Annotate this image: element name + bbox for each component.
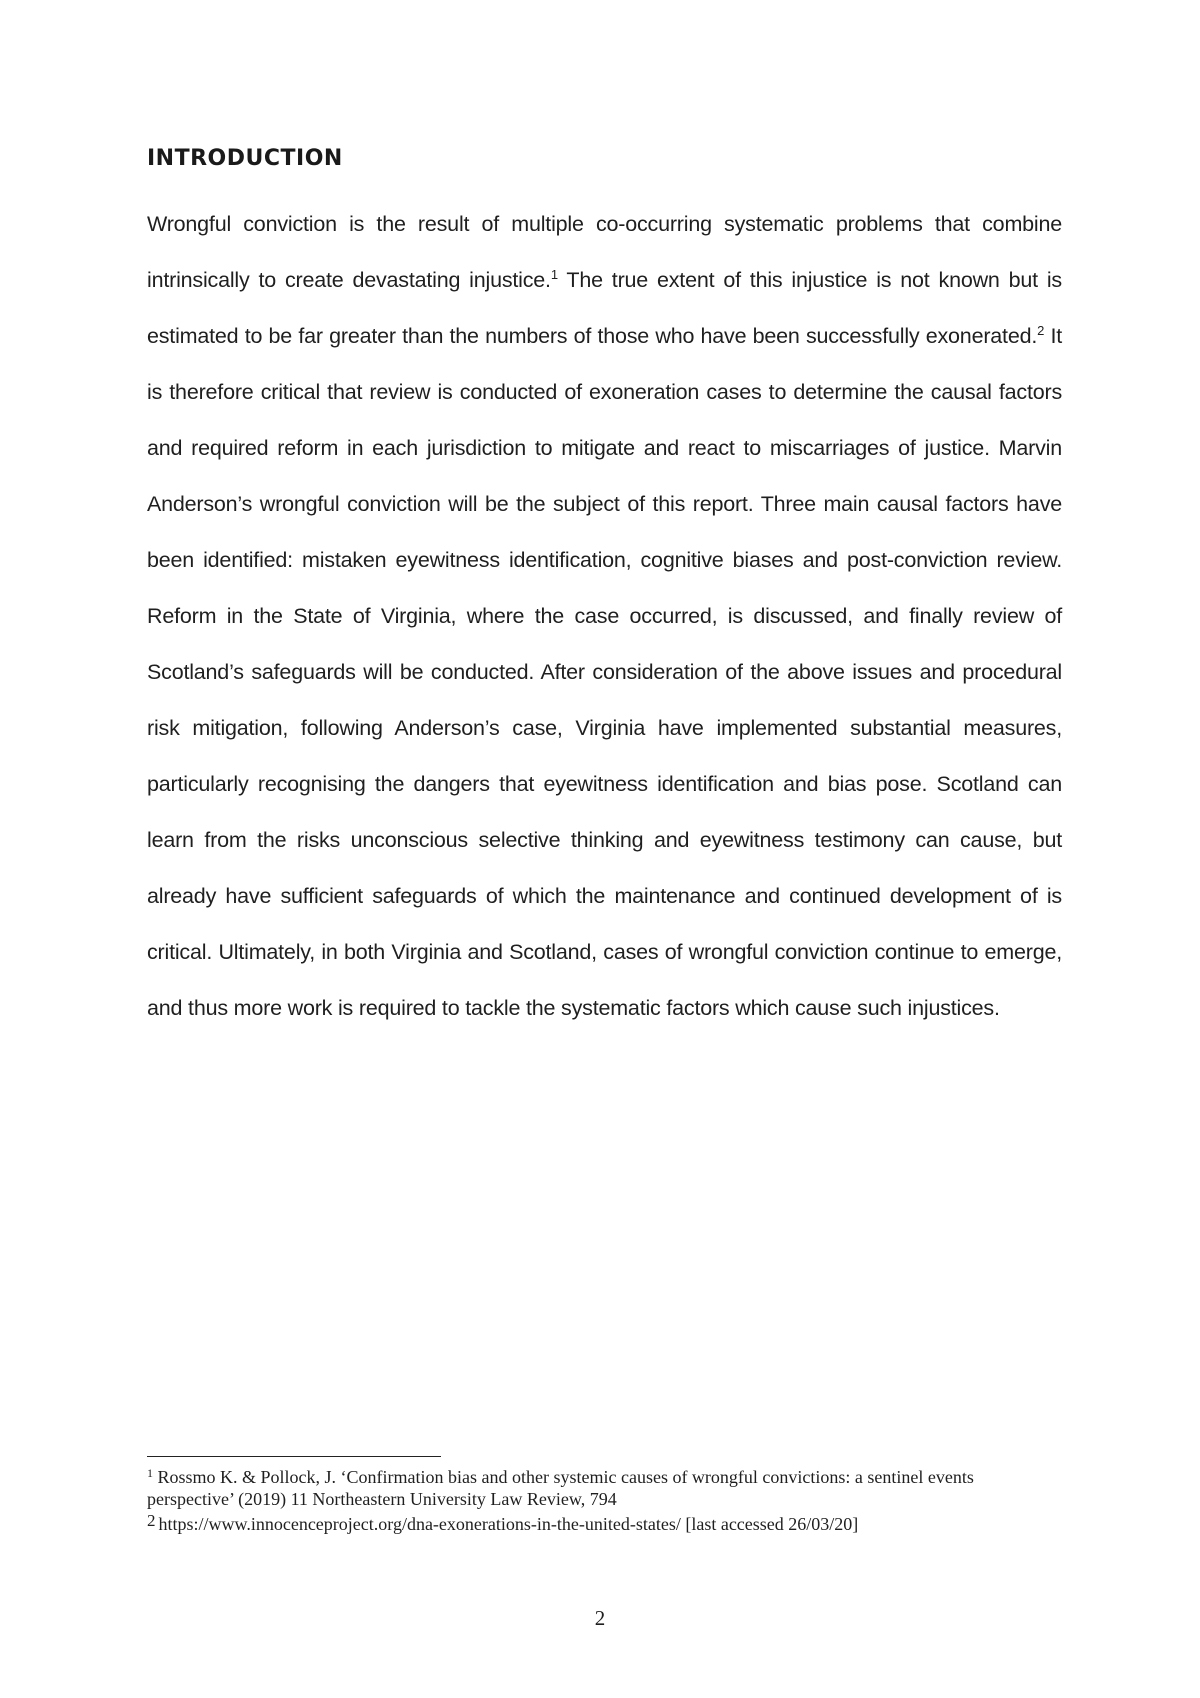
footnote-divider <box>147 1456 441 1457</box>
paragraph-text-part-1: Wrongful conviction is the result of multiple co-occurring systematic problems that combine intrinsically to create devastating injustice. <box>147 212 1062 292</box>
intro-paragraph <box>147 196 1062 1036</box>
page-number: 2 <box>594 1606 606 1630</box>
footnote-reference-2[interactable]: 2 <box>1037 323 1045 338</box>
footnotes <box>147 1466 1062 1535</box>
footnote-text-1: Rossmo K. & Pollock, J. ‘Confirmation bias and other systemic causes of wrongful convictions: a sentinel events perspective’ (2019) 11 Northeastern University Law Review, 794 <box>147 1467 974 1509</box>
footnote-mark-1: 1 <box>147 1466 153 1480</box>
footnote-1 <box>147 1466 1062 1510</box>
paragraph-text-part-3: It is therefore critical that review is conducted of exoneration cases to determine the causal factors and required reform in each jurisdiction to mitigate and react to miscarriages of justice. Marvin Anderson’s wrongful conviction will be the subject of this report. Three main causal factors have been identified: mistaken eyewitness identification, cognitive biases and post-conviction review. Reform in the State of Virginia, where the case occurred, is discussed, and finally review of Scotland’s safeguards will be conducted. After consideration of the above issues and procedural risk mitigation, following Anderson’s case, Virginia have implemented substantial measures, particularly recognising the dangers that eyewitness identification and bias pose. Scotland can learn from the risks unconscious selective thinking and eyewitness testimony can cause, but already have sufficient safeguards of which the maintenance and continued development of is critical. Ultimately, in both Virginia and Scotland, cases of wrongful conviction continue to emerge, and thus more work is required to tackle the systematic factors which cause such injustices. <box>147 324 1062 1020</box>
footnote-mark-2: 2 <box>147 1511 156 1530</box>
footnote-link-2[interactable]: https://www.innocenceproject.org/dna-exonerations-in-the-united-states/ [last accessed 26/03/20] <box>158 1514 859 1534</box>
paragraph-text-part-2: The true extent of this injustice is not known but is estimated to be far greater than the numbers of those who have been successfully exonerated. <box>147 268 1062 348</box>
footnote-2 <box>147 1510 1062 1535</box>
section-heading: INTRODUCTION <box>147 146 343 171</box>
footnote-reference-1[interactable]: 1 <box>550 267 558 282</box>
